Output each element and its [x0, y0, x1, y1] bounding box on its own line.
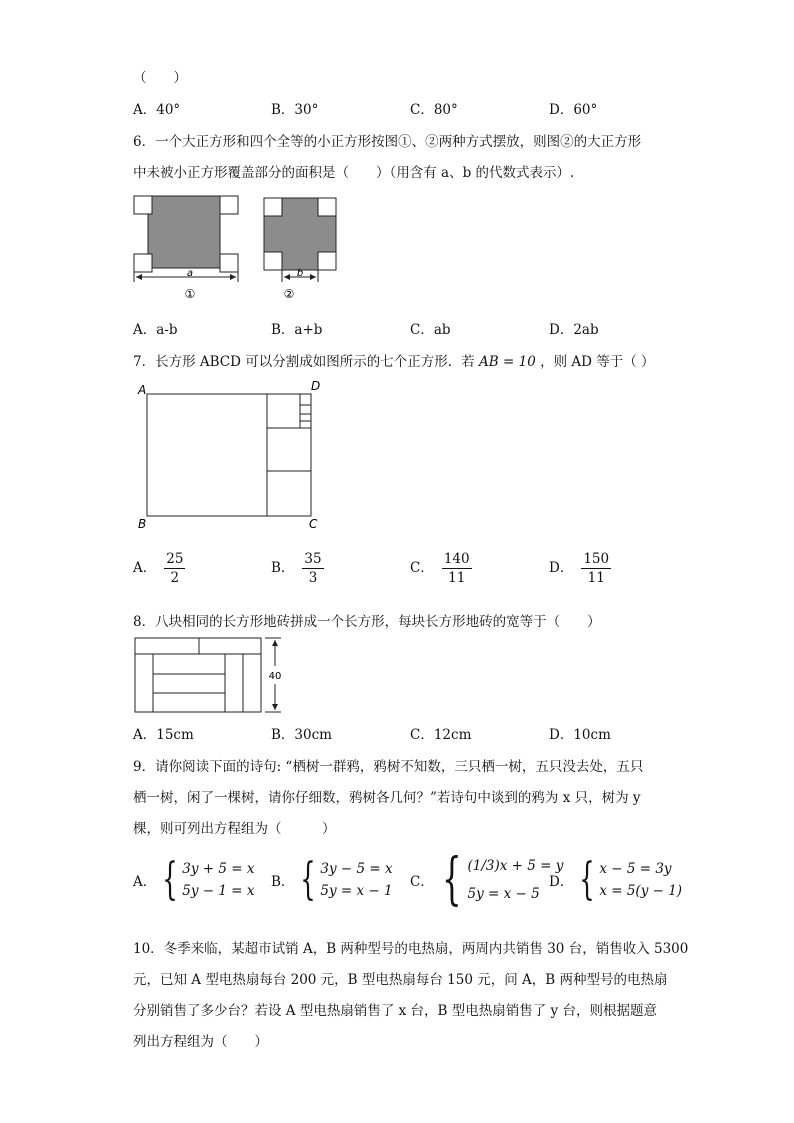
q5-option-c[interactable]: C．80°: [410, 102, 458, 118]
q7-option-d-num: 150: [583, 551, 610, 567]
q9-option-a[interactable]: [133, 854, 255, 905]
q9-option-d-label: D．: [549, 874, 574, 890]
q7-option-b-frac: [302, 551, 323, 586]
q9-option-a-brace: {: [162, 854, 178, 905]
q10-stem-line2: 元，已知 A 型电热扇每台 200 元，B 型电热扇每台 150 元，问 A，B 两种型号的电热扇: [133, 972, 668, 988]
q7-option-b-label: B．: [271, 560, 295, 576]
q9-option-b[interactable]: [271, 854, 393, 905]
q9-option-b-eq1: 3y − 5 = x: [320, 861, 393, 877]
q5-blank: （ ）: [133, 70, 187, 86]
q9-option-c-eq1: (1/3)x + 5 = y: [467, 858, 564, 874]
q8-option-c[interactable]: C．12cm: [410, 727, 472, 743]
q7-point-b: B: [138, 517, 147, 531]
q9-option-a-eq1: 3y + 5 = x: [182, 861, 255, 877]
q9-option-b-brace: {: [300, 854, 317, 905]
q7-option-c-frac: [442, 551, 472, 586]
q7-option-a[interactable]: [133, 551, 185, 586]
q9-option-d-eqs: [599, 858, 682, 902]
q8-dim-label: 40: [268, 671, 282, 682]
q9-option-d[interactable]: [549, 854, 683, 905]
q7-point-a: A: [138, 383, 147, 397]
q8-figure: [133, 634, 293, 716]
q9-option-a-eqs: [182, 858, 254, 902]
q9-option-b-eqs: [320, 858, 392, 902]
q7-stem-prefix: 7．长方形 ABCD 可以分割成如图所示的七个正方形．若: [133, 354, 475, 370]
q9-stem-line1: 9．请你阅读下面的诗句: “栖树一群鸦，鸦树不知数，三只栖一树，五只没去处，五只: [133, 759, 644, 775]
q7-option-c-den: 11: [448, 570, 466, 586]
q7-option-a-num: 25: [166, 551, 184, 567]
q7-option-d-label: D．: [549, 560, 574, 576]
q7-option-d-den: 11: [587, 570, 605, 586]
q9-stem-line2: 栖一树，闲了一棵树，请你仔细数，鸦树各几何？”若诗句中谈到的鸦为 x 只，树为 y: [133, 790, 641, 806]
q9-stem-line3: 棵，则可列出方程组为（ ）: [133, 821, 336, 837]
q8-option-d[interactable]: D．10cm: [549, 727, 611, 743]
q7-option-d-frac: [581, 551, 611, 586]
q9-option-c-eq2: 5y = x − 5: [467, 886, 540, 902]
q7-option-b-num: 35: [304, 551, 322, 567]
q9-option-d-eq2: x = 5(y − 1): [599, 883, 683, 899]
q7-option-a-frac: [164, 551, 185, 586]
q7-stem: [133, 350, 655, 370]
q9-option-d-eq1: x − 5 = 3y: [599, 861, 672, 877]
q6-stem-line1: 6．一个大正方形和四个全等的小正方形按图①、②两种方式摆放，则图②的大正方形: [133, 134, 642, 150]
q5-option-b[interactable]: B．30°: [271, 102, 319, 118]
q6-fig1-label: ①: [184, 287, 196, 301]
q9-option-b-eq2: 5y = x − 1: [320, 883, 393, 899]
q6-stem-line2: 中未被小正方形覆盖部分的面积是（ ）（用含有 a、b 的代数式表示）.: [133, 165, 575, 181]
q7-point-c: C: [309, 517, 318, 531]
q9-option-c-brace: {: [441, 847, 462, 912]
q8-option-a[interactable]: A．15cm: [133, 727, 194, 743]
q6-option-a[interactable]: A．a-b: [133, 322, 178, 338]
q9-option-a-label: A．: [133, 874, 157, 890]
q7-option-b-den: 3: [308, 570, 318, 586]
q6-figures: [130, 192, 345, 304]
q9-option-c-label: C．: [410, 874, 434, 890]
q9-option-c[interactable]: [410, 847, 564, 912]
q7-option-c[interactable]: [410, 551, 472, 586]
q6-figure-1: [134, 196, 238, 301]
q9-option-a-eq2: 5y − 1 = x: [182, 883, 255, 899]
q8-stem: 8．八块相同的长方形地砖拼成一个长方形，每块长方形地砖的宽等于（ ）: [133, 614, 601, 630]
q6-option-d[interactable]: D．2ab: [549, 322, 599, 338]
q7-option-c-label: C．: [410, 560, 434, 576]
q7-option-a-den: 2: [170, 570, 180, 586]
q7-option-a-label: A．: [133, 560, 157, 576]
q10-stem-line4: 列出方程组为（ ）: [133, 1034, 268, 1050]
q9-option-d-brace: {: [579, 854, 596, 905]
q7-option-c-num: 140: [443, 551, 470, 567]
q7-option-b[interactable]: [271, 551, 324, 586]
q6-option-c[interactable]: C．ab: [410, 322, 451, 338]
q6-fig1-var: a: [186, 268, 194, 279]
q7-point-d: D: [311, 379, 321, 393]
q5-option-a[interactable]: A．40°: [133, 102, 181, 118]
q8-option-b[interactable]: B．30cm: [271, 727, 332, 743]
q6-figure-2: [264, 198, 336, 301]
q10-stem-line3: 分别销售了多少台？若设 A 型电热扇销售了 x 台，B 型电热扇销售了 y 台，则根据题意: [133, 1003, 657, 1019]
q7-figure: [133, 378, 333, 534]
q6-fig2-var: b: [296, 268, 304, 279]
q10-stem-line1: 10．冬季来临，某超市试销 A，B 两种型号的电热扇，两周内共销售 30 台，销售收入 5300: [133, 941, 689, 957]
q5-option-d[interactable]: D．60°: [549, 102, 598, 118]
q6-option-b[interactable]: B．a+b: [271, 322, 323, 338]
q7-stem-math: AB = 10: [479, 354, 536, 370]
q7-stem-suffix: ，则 AD 等于（ ）: [540, 354, 655, 370]
q7-option-d[interactable]: [549, 551, 611, 586]
q6-fig2-label: ②: [283, 287, 295, 301]
q9-option-b-label: B．: [271, 874, 295, 890]
